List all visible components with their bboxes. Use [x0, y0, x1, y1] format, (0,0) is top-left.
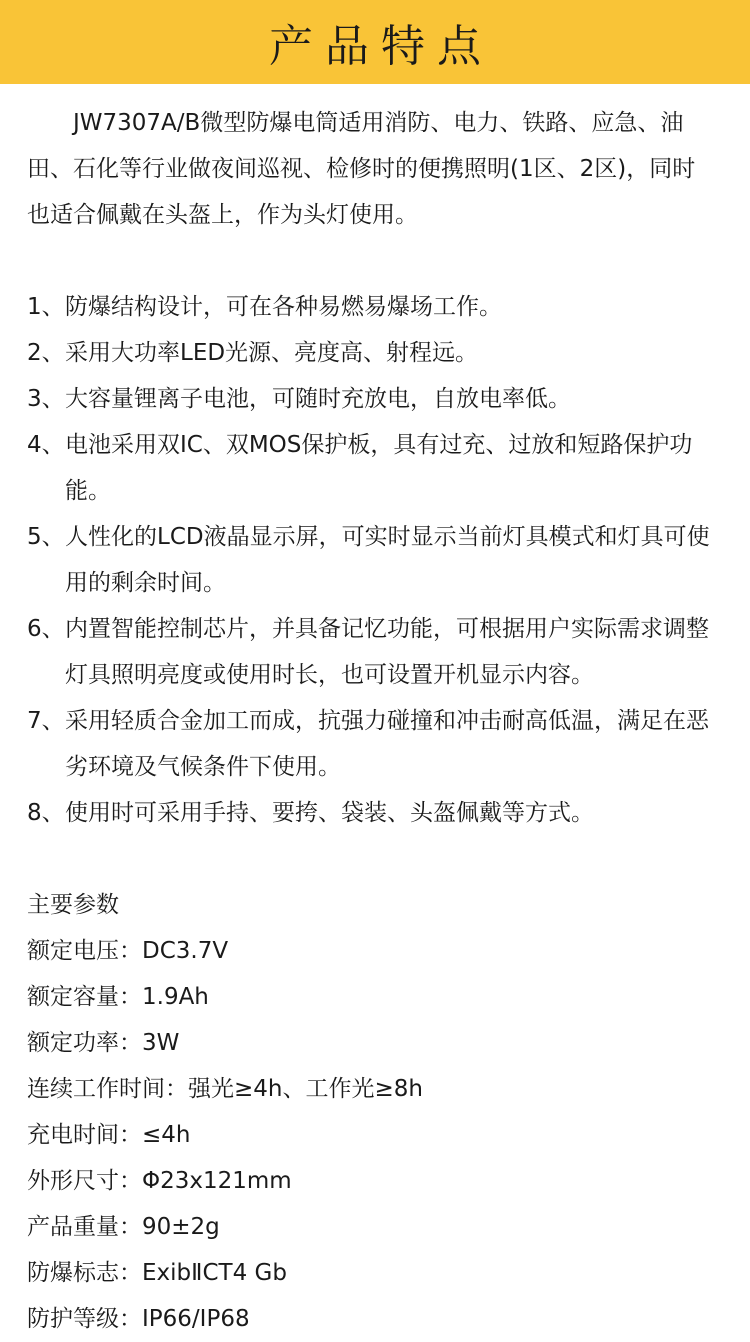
feature-item [27, 376, 723, 422]
parameters-heading: 主要参数 [27, 892, 119, 918]
page-title: 产品特点 [269, 21, 493, 72]
param-row: 防护等级：IP66/IP68 [27, 1306, 250, 1332]
param-row: 额定电压：DC3.7V [27, 938, 229, 964]
intro-paragraph: JW7307A/B微型防爆电筒适用消防、电力、铁路、应急、油田、石化等行业做夜间巡视、检修时的便携照明(1区、2区)，同时也适合佩戴在头盔上，作为头灯使用。 [27, 110, 696, 228]
feature-item [27, 790, 723, 836]
param-row: 充电时间：≤4h [27, 1122, 191, 1148]
feature-text: 采用大功率LED光源、亮度高、射程远。 [65, 340, 479, 366]
header-banner [0, 0, 750, 84]
feature-text: 人性化的LCD液晶显示屏，可实时显示当前灯具模式和灯具可使用的剩余时间。 [65, 524, 710, 596]
param-row: 额定功率：3W [27, 1030, 180, 1056]
main-content [0, 100, 723, 1342]
feature-text: 大容量锂离子电池，可随时充放电，自放电率低。 [65, 386, 571, 412]
feature-item [27, 606, 723, 698]
feature-item [27, 514, 723, 606]
feature-number: 7、 [27, 708, 65, 734]
feature-item [27, 422, 723, 514]
param-row: 防爆标志：ExibⅡCT4 Gb [27, 1260, 287, 1286]
feature-item [27, 284, 723, 330]
feature-text: 内置智能控制芯片，并具备记忆功能，可根据用户实际需求调整灯具照明亮度或使用时长，也可设置开机显示内容。 [65, 616, 709, 688]
param-row: 连续工作时间：强光≥4h、工作光≥8h [27, 1076, 423, 1102]
feature-number: 8、 [27, 800, 65, 826]
feature-number: 4、 [27, 432, 65, 458]
feature-item [27, 698, 723, 790]
param-row: 产品重量：90±2g [27, 1214, 220, 1240]
feature-number: 1、 [27, 294, 65, 320]
param-row: 额定容量：1.9Ah [27, 984, 209, 1010]
feature-text: 采用轻质合金加工而成，抗强力碰撞和冲击耐高低温，满足在恶劣环境及气候条件下使用。 [65, 708, 709, 780]
feature-number: 6、 [27, 616, 65, 642]
feature-text: 电池采用双IC、双MOS保护板，具有过充、过放和短路保护功能。 [65, 432, 693, 504]
parameters-section [27, 882, 723, 1342]
feature-text: 防爆结构设计，可在各种易燃易爆场工作。 [65, 294, 502, 320]
param-row: 外形尺寸：Φ23x121mm [27, 1168, 292, 1194]
feature-text: 使用时可采用手持、要挎、袋装、头盔佩戴等方式。 [65, 800, 594, 826]
feature-number: 3、 [27, 386, 65, 412]
feature-number: 2、 [27, 340, 65, 366]
feature-item [27, 330, 723, 376]
feature-list [27, 284, 723, 836]
feature-number: 5、 [27, 524, 65, 550]
